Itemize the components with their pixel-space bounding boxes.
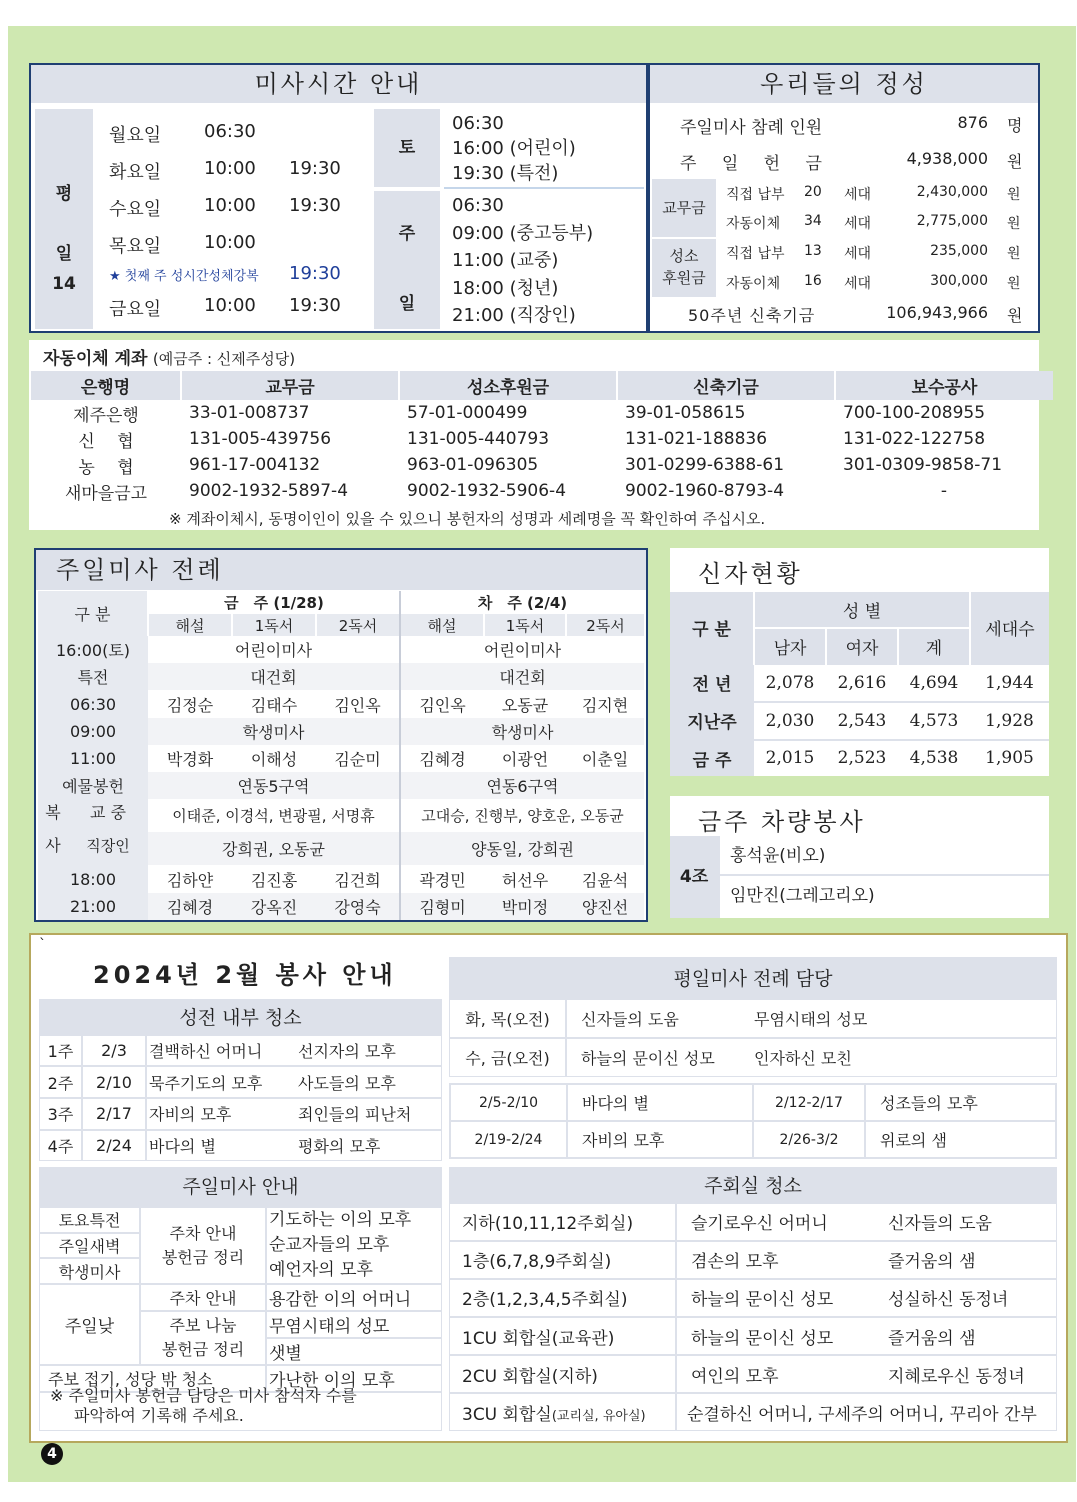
believers-title: 신자현황 (698, 560, 803, 588)
offering-title: 우리들의 정성 (650, 65, 1038, 103)
table-row: 2CU 회합실(지하) 여인의 모후 지혜로우신 동정녀 (450, 1355, 1056, 1393)
table-row: 06:30 김정순 김태수 김인옥 김인옥 오동균 김지현 (38, 690, 644, 717)
fund-label: 50주년 신축기금 (688, 306, 816, 325)
table-row: 예물봉헌 연동5구역 연동6구역 (38, 772, 644, 799)
attend-value: 876 (957, 113, 988, 132)
table-row: 21:00 김혜경 강옥진 강영숙 김형미 박미정 양진선 (38, 893, 644, 920)
table-row: 새마을금고 9002-1932-5897-4 9002-1932-5906-4 9002-1960-8793-4 - (64, 481, 948, 504)
weekday-label: 평 일 14 (35, 109, 93, 329)
table-row: 전 년 2,078 2,616 4,694 1,944 (670, 664, 1049, 702)
sunday-guide-title: 주일미사 안내 (40, 1168, 441, 1206)
sunday-offering-label: 주 일 헌 금 (680, 154, 822, 174)
table-row: 사 직장인 강희권, 오동균 양동일, 강희권 (38, 832, 644, 865)
saturday-label: 토 (374, 109, 440, 187)
table-row: 금 주 2,015 2,523 4,538 1,905 (670, 740, 1049, 776)
table-row: 제주은행 33-01-008737 57-01-000499 39-01-058615 700-100-208955 (73, 403, 986, 426)
saturday-schedule: 06:30 16:00 (어린이) 19:30 (특전) (452, 113, 576, 184)
table-row: 지난주 2,030 2,543 4,573 1,928 (670, 702, 1049, 740)
table-row: 1층(6,7,8,9주회실) 겸손의 모후 즐거움의 샘 (450, 1241, 1056, 1279)
mass-times-title: 미사시간 안내 (31, 65, 646, 103)
table-row: 2/5-2/10 바다의 별 2/12-2/17 성조들의 모후 (451, 1085, 1057, 1121)
accounts-note: ※ 계좌이체시, 동명이인이 있을 수 있으니 봉헌자의 성명과 세례명을 꼭 확인하여 주십시오. (169, 510, 766, 528)
gyomu-label: 교무금 (652, 179, 716, 237)
offering-box: 우리들의 정성 주일미사 참례 인원 876 명 주 일 헌 금 4,938,000 원 교무금 성소 후원금 직접 납부 20 세대 2,430,000 원 자동이체 34 세대 2,775,000 원 직접 납부 13 세대 235,000 원 자동이체 16 세대 300,000 원 50주년 신축기금 106,943,966 원 (648, 63, 1040, 333)
liturgy-title: 주일미사 전례 (36, 550, 646, 590)
service-guide-box (29, 933, 1068, 1443)
table-row: 1주 2/3 결백하신 어머니 선지자의 모후 (40, 1036, 441, 1066)
table-row: 11:00 박경화 이해성 김순미 김혜경 이광언 이춘일 (38, 745, 644, 772)
weekday-duty-title: 평일미사 전례 담당 (450, 958, 1056, 1000)
accounts-table: 은행명 교무금 성소후원금 신축기금 보수공사 제주은행 33-01-008737 57-01-000499 39-01-058615 700-100-208955 신 협 131-005-439756 131-005-440793 131-021-188836 131-022-122758 농 협 961-17-004132 963-01-096305 301-0299-6388-61 301-0309-9858-71 새마을금고 9002-1932-5897-4 9002-1932-5906-4 9002-1960-8793-4 - (31, 371, 1053, 504)
car-driver: 임만진(그레고리오) (730, 886, 875, 906)
table-row: 3주 2/17 자비의 모후 죄인들의 피난처 (40, 1098, 441, 1130)
attend-label: 주일미사 참례 인원 (680, 118, 823, 138)
accounts-box (29, 340, 1039, 530)
weekly-duty-table (451, 1085, 1057, 1157)
table-row: 수, 금(오전) 하늘의 문이신 성모 인자하신 모친 (450, 1038, 1056, 1076)
table-row: 신 협 131-005-439756 131-005-440793 131-021-188836 131-022-122758 (78, 429, 986, 452)
table-row: 2층(1,2,3,4,5주회실) 하늘의 문이신 성모 성실하신 동정녀 (450, 1279, 1056, 1317)
table-row: 지하(10,11,12주회실) 슬기로우신 어머니 신자들의 도움 (450, 1204, 1056, 1241)
table-row: 1CU 회합실(교육관) 하늘의 문이신 성모 즐거움의 샘 (450, 1317, 1056, 1355)
unit: 원 (1007, 152, 1023, 171)
fund-value: 106,943,966 (886, 303, 988, 322)
car-service-title: 금주 차량봉사 (698, 808, 866, 836)
table-row: 3CU 회합실(교리실, 유아실) 순결하신 어머니, 구세주의 어머니, 꾸리아 간부 (450, 1393, 1056, 1430)
table-row: 16:00(토) 어린이미사 어린이미사 (38, 636, 644, 663)
table-row: 특전 대건회 대건회 (38, 663, 644, 690)
car-driver: 홍석윤(비오) (720, 836, 1049, 876)
seongso-label: 성소 후원금 (652, 239, 716, 297)
sunday-label: 주 일 (374, 191, 440, 329)
sunday-offering-value: 4,938,000 (906, 149, 988, 168)
service-title: 2024년 2월 봉사 안내 (93, 961, 397, 989)
clean-table (40, 1036, 441, 1160)
unit: 명 (1007, 116, 1023, 135)
sunday-guide-note: ※ 주일미사 봉헌금 담당은 미사 참석자 수를 파악하여 기록해 주세요. (50, 1386, 357, 1425)
page-number: 4 (41, 1443, 63, 1465)
table-row: 4주 2/24 바다의 별 평화의 모후 (40, 1130, 441, 1160)
tick-mark: ` (39, 937, 46, 953)
room-clean-title: 주회실 청소 (450, 1168, 1056, 1204)
liturgy-table: 구 분 금 주 (1/28) 차 주 (2/4) 해설 1독서 2독서 해설 1독서 2독서 16:00(토) 어린이미사 어린이미사 특전 대건회 대건회 06:30 김정순 김태수 김인옥 김인옥 오동균 김지현 09:00 학생미사 학생미사 11:00 박경화 이해성 김순미 김혜경 이광언 이춘일 예물봉헌 연동5구역 연동6구역 복 교 중 이태준, 이경석, 변광필, 서명휴 고대승, 진행부, 양호운, 오동균 사 직장인 강희권, 오동균 양동일, 강희권 18:00 김하얀 김진홍 김건희 곽경민 허선우 김윤석 21:00 김혜경 강옥진 강영숙 김형미 박미정 양진선 (38, 591, 644, 920)
believers-box (670, 548, 1049, 776)
table-row: 2주 2/10 묵주기도의 모후 사도들의 모후 (40, 1066, 441, 1098)
weekday-duty-table (450, 1000, 1056, 1076)
believers-table: 구 분 성 별 세대수 남자 여자 계 전 년 2,078 2,616 4,694 1,944 지난주 2,030 2,543 4,573 1,928 금 주 2,015 2,523 4,538 1,905 (670, 592, 1049, 776)
unit: 원 (1007, 306, 1023, 325)
table-row: 18:00 김하얀 김진홍 김건희 곽경민 허선우 김윤석 (38, 865, 644, 892)
car-group: 4조 (670, 836, 718, 918)
sunday-guide-table: 토요특전 주차 안내 봉헌금 정리 기도하는 이의 모후 순교자들의 모후 예언자의 모후 주일새벽 학생미사 주일낮 주차 안내 용감한 이의 어머니 주보 나눔 봉헌금 정리 무염시태의 성모 샛별 주보 접기, 성당 밖 청소 가난한 이의 모후 (40, 1206, 441, 1393)
table-row: 화, 목(오전) 신자들의 도움 무염시태의 성모 (450, 1000, 1056, 1038)
table-row: 2/19-2/24 자비의 모후 2/26-3/2 위로의 샘 (451, 1121, 1057, 1157)
table-row: 복 교 중 이태준, 이경석, 변광필, 서명휴 고대승, 진행부, 양호운, 오동균 (38, 799, 644, 832)
divider (444, 187, 644, 189)
table-row: 09:00 학생미사 학생미사 (38, 718, 644, 745)
liturgy-box (34, 548, 648, 922)
accounts-title: 자동이체 계좌 (예금주 : 신제주성당) (43, 349, 296, 369)
car-service-box (670, 796, 1049, 918)
sunday-schedule: 06:30 09:00 (중고등부) 11:00 (교중) 18:00 (청년) 21:00 (직장인) (452, 195, 594, 326)
room-clean-table (450, 1204, 1056, 1430)
mass-times-box: 미사시간 안내 평 일 14 월요일 06:30 화요일 10:00 19:30 수요일 10:00 19:30 목요일 10:00 ★ 첫째 주 성시간성체강복 19:30 금요일 10:00 19:30 토 06:30 16:00 (어린이) 19:30 (특전) 주 일 06:30 09:00 (중고등부) 11:00 (교중) 18:00 (청년) 21:00 (직장인) (29, 63, 648, 333)
clean-title: 성전 내부 청소 (40, 1000, 441, 1036)
table-row: 농 협 961-17-004132 963-01-096305 301-0299-6388-61 301-0309-9858-71 (78, 455, 1003, 478)
